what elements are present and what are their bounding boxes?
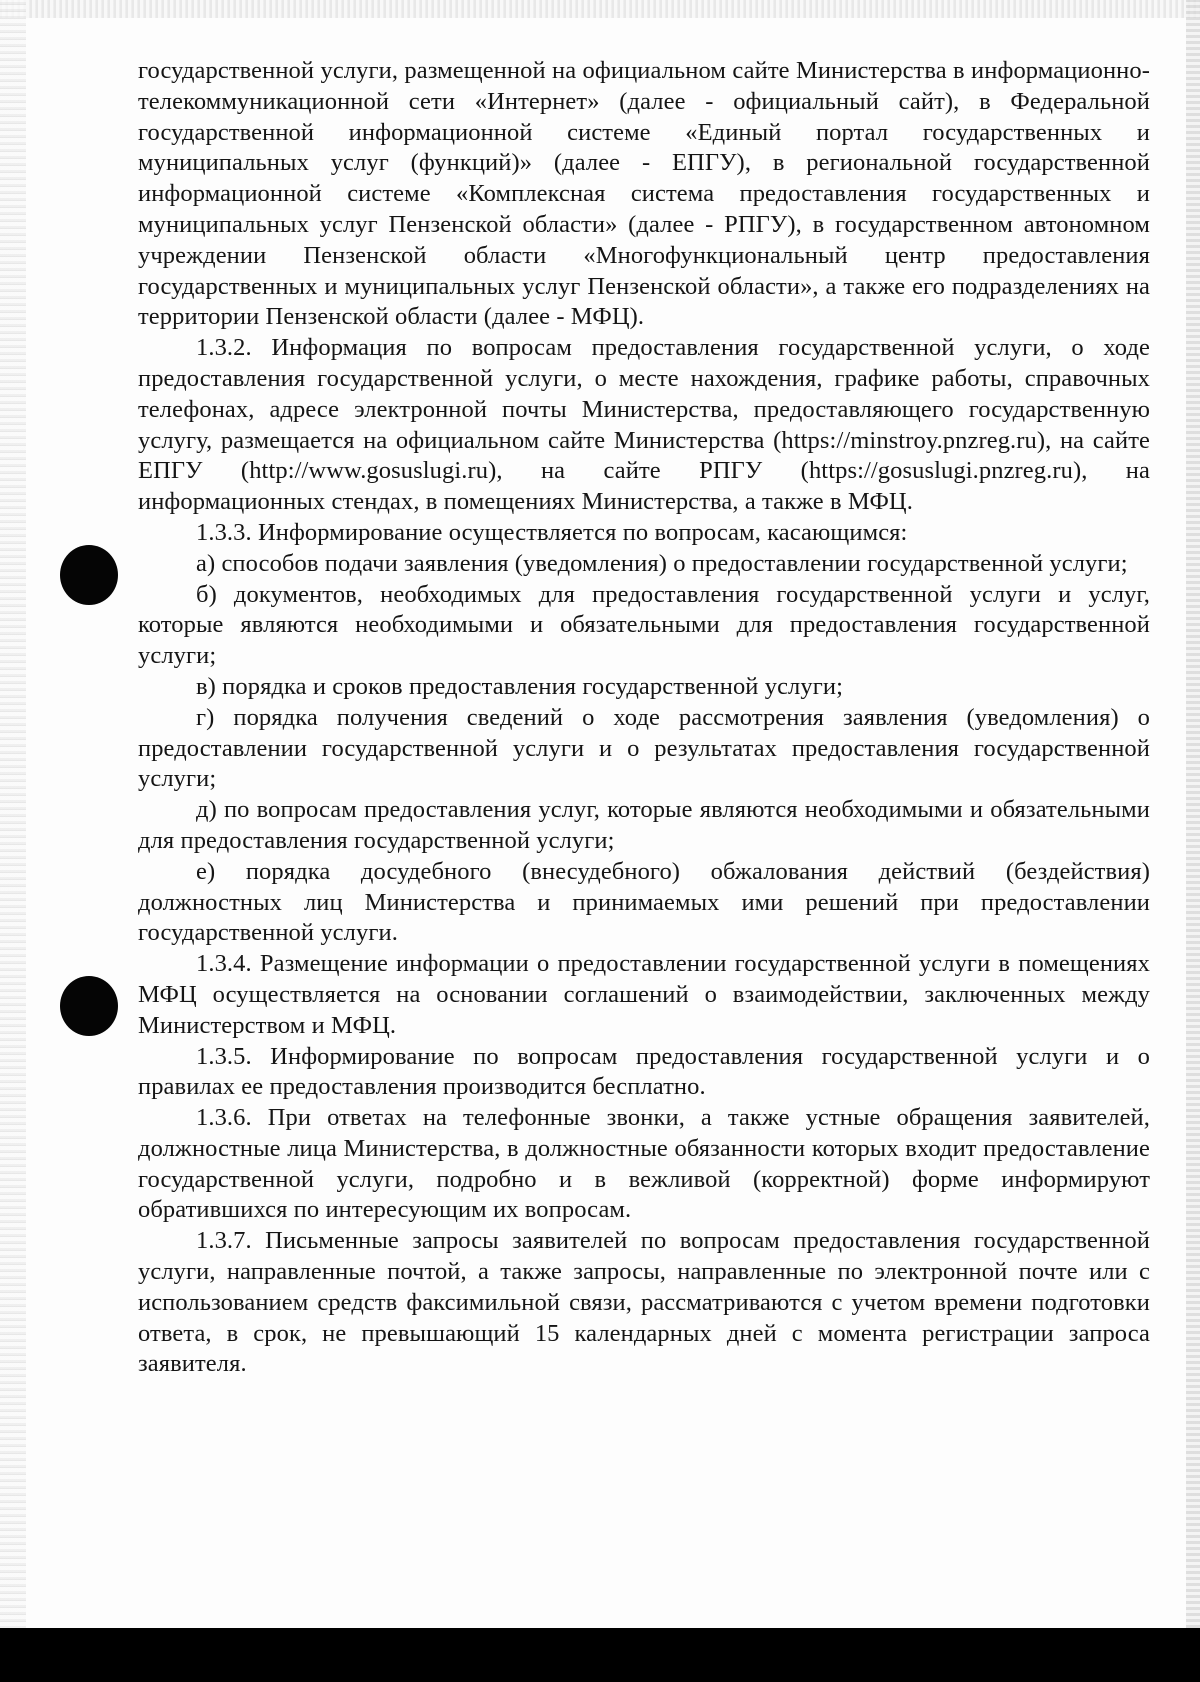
list-item-e: е) порядка досудебного (внесудебного) обжалования действий (бездействия) должностных лиц Министерства и принимаемых ими решений при предоставлении государственной услуги.	[138, 857, 1150, 947]
scan-bottom-bar	[0, 1628, 1200, 1682]
list-item-a: а) способов подачи заявления (уведомления) о предоставлении государственной услуги;	[196, 549, 1128, 577]
list-item-v: в) порядка и сроков предоставления государственной услуги;	[196, 672, 843, 700]
list-item-b: б) документов, необходимых для предоставления государственной услуги и услуг, которые являются необходимыми и обязательными для предоставления государственной услуги;	[138, 580, 1150, 670]
paragraph-1-3-5: 1.3.5. Информирование по вопросам предоставления государственной услуги и о правилах ее предоставления производится бесплатно.	[138, 1042, 1150, 1101]
document-body	[138, 56, 1150, 1380]
list-item-g: г) порядка получения сведений о ходе рассмотрения заявления (уведомления) о предоставлении государственной услуги и о результатах предоставления государственной услуги;	[138, 703, 1150, 793]
scan-edge-top	[0, 0, 1200, 18]
list-item-d: д) по вопросам предоставления услуг, которые являются необходимыми и обязательными для предоставления государственной услуги;	[138, 796, 1150, 854]
punch-hole-lower	[60, 976, 118, 1036]
paragraph-1-3-3: 1.3.3. Информирование осуществляется по вопросам, касающимся:	[196, 518, 908, 546]
paragraph-1-3-4: 1.3.4. Размещение информации о предоставлении государственной услуги в помещениях МФЦ осуществляется на основании соглашений о взаимодействии, заключенных между Министерством и МФЦ.	[138, 950, 1150, 1039]
scan-edge-right	[1186, 0, 1200, 1628]
paragraph-1-3-6: 1.3.6. При ответах на телефонные звонки, а также устные обращения заявителей, должностные лица Министерства, в должностные обязанности которых входит предоставление государственной услуги, подробно и в вежливой (корректной) форме информируют обратившихся по интересующим их вопросам.	[138, 1104, 1150, 1224]
scan-edge-left	[0, 0, 26, 1628]
punch-hole-upper	[60, 545, 118, 605]
paragraph-1-3-2: 1.3.2. Информация по вопросам предоставления государственной услуги, о ходе предоставления государственной услуги, о месте нахождения, графике работы, справочных телефонах, адресе электронной почты Министерства, предоставляющего государственную услугу, размещается на официальном сайте Министерства (https://minstroy.pnzreg.ru), на сайте ЕПГУ (http://www.gosuslugi.ru), на сайте РПГУ (https://gosuslugi.pnzreg.ru), на информационных стендах, в помещениях Министерства, а также в МФЦ.	[138, 334, 1150, 516]
paragraph-1-3-7: 1.3.7. Письменные запросы заявителей по вопросам предоставления государственной услуги, направленные почтой, а также запросы, направленные по электронной почте или с использованием средств факсимильной связи, рассматриваются с учетом времени подготовки ответа, в срок, не превышающий 15 календарных дней с момента регистрации запроса заявителя.	[138, 1227, 1150, 1378]
paragraph-continuation: государственной услуги, размещенной на официальном сайте Министерства в информационно-телекоммуникационной сети «Интернет» (далее - официальный сайт), в Федеральной государственной информационной системе «Единый портал государственных и муниципальных услуг (функций)» (далее - ЕПГУ), в региональной государственной информационной системе «Комплексная система предоставления государственных и муниципальных услуг Пензенской области» (далее - РПГУ), в государственном автономном учреждении Пензенской области «Многофункциональный центр предоставления государственных и муниципальных услуг Пензенской области», а также его подразделениях на территории Пензенской области (далее - МФЦ).	[138, 57, 1150, 331]
